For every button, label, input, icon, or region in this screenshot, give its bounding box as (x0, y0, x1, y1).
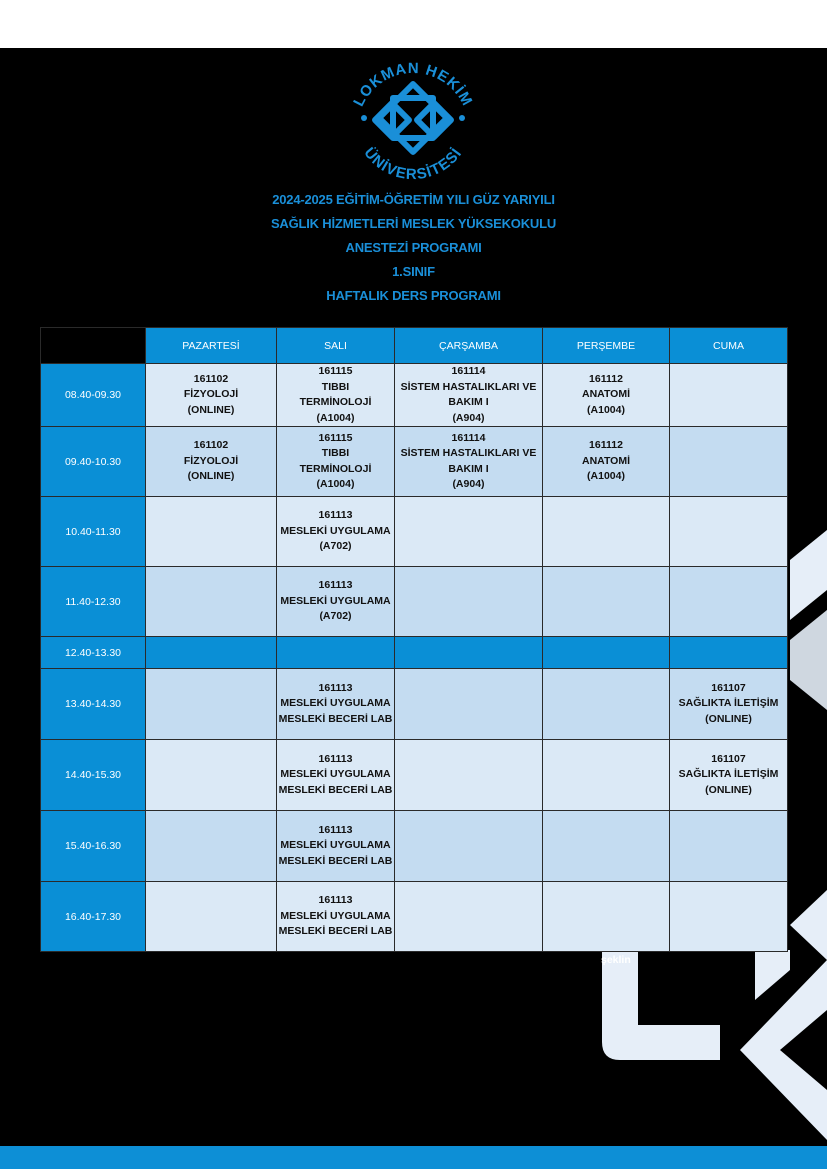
course-cell-monday (146, 567, 277, 637)
course-code: 161112 (589, 372, 623, 385)
schedule-row (41, 882, 788, 952)
course-cell-monday (146, 740, 277, 811)
course-detail-line: (A1004) (587, 470, 625, 483)
course-cell-wednesday (395, 740, 543, 811)
course-detail-line: BAKIM I (448, 462, 489, 475)
course-code: 161112 (589, 439, 623, 452)
course-cell-friday (670, 882, 788, 952)
course-cell-friday (670, 740, 788, 811)
heading-line-school: SAĞLIK HİZMETLERİ MESLEK YÜKSEKOKULU (270, 216, 557, 231)
schedule-row (41, 811, 788, 882)
schedule-row (41, 364, 788, 427)
course-cell-wednesday (395, 567, 543, 637)
course-cell-tuesday (277, 497, 395, 567)
course-detail-line: (A702) (319, 540, 352, 553)
course-cell-tuesday (277, 669, 395, 740)
day-header-tuesday: SALI (277, 328, 395, 364)
course-cell-friday (670, 427, 788, 497)
time-slot-cell: 09.40-10.30 (41, 427, 146, 497)
course-cell-friday (670, 497, 788, 567)
time-slot-cell: 15.40-16.30 (41, 811, 146, 882)
course-code: 161107 (711, 752, 746, 765)
course-code: 161115 (318, 431, 353, 444)
schedule-row (41, 669, 788, 740)
course-detail-line: TERMİNOLOJİ (299, 462, 372, 475)
day-header-wednesday: ÇARŞAMBA (395, 328, 543, 364)
logo-text-top: LOKMAN HEKİM (350, 59, 476, 110)
university-logo (336, 50, 490, 190)
course-detail-line: MESLEKİ UYGULAMA (280, 909, 391, 922)
course-detail-line: (A904) (452, 411, 485, 424)
course-cell-friday (670, 669, 788, 740)
course-detail-line: (ONLINE) (705, 783, 752, 796)
course-code: 161107 (711, 681, 746, 694)
course-cell-tuesday (277, 427, 395, 497)
course-cell-monday (146, 637, 277, 669)
course-code: 161113 (318, 509, 353, 522)
course-code: 161115 (318, 365, 353, 377)
course-detail-line: MESLEKİ UYGULAMA (280, 839, 391, 852)
course-detail-line: FİZYOLOJİ (183, 454, 239, 467)
course-code: 161113 (318, 752, 353, 765)
time-slot-cell: 13.40-14.30 (41, 669, 146, 740)
time-slot-cell: 08.40-09.30 (41, 364, 146, 427)
course-detail-line: MESLEKİ UYGULAMA (280, 697, 391, 710)
course-cell-tuesday (277, 811, 395, 882)
course-code: 161102 (193, 439, 229, 452)
course-code: 161113 (318, 823, 353, 836)
course-detail-line: SAĞLIKTA İLETİŞİM (678, 768, 779, 781)
course-code: 161113 (318, 681, 353, 694)
course-detail-line: MESLEKİ UYGULAMA (280, 524, 391, 537)
heading-line-program: ANESTEZİ PROGRAMI (345, 240, 482, 255)
course-detail-line: (ONLINE) (705, 712, 752, 725)
course-code: 161114 (451, 431, 486, 444)
course-cell-thursday (543, 669, 670, 740)
course-detail-line: (A904) (452, 478, 485, 490)
course-detail-line: MESLEKİ UYGULAMA (280, 768, 391, 781)
course-cell-friday (670, 567, 788, 637)
course-detail-line: (A1004) (316, 478, 355, 490)
course-code: 161114 (451, 365, 486, 377)
course-detail-line: ANATOMİ (581, 388, 631, 401)
course-cell-wednesday (395, 497, 543, 567)
course-detail-line: SİSTEM HASTALIKLARI VE (400, 447, 537, 459)
course-cell-monday (146, 811, 277, 882)
course-detail-line: (A702) (319, 610, 352, 623)
course-cell-thursday (543, 364, 670, 427)
course-detail-line: TIBBI (321, 447, 350, 459)
course-detail-line: FİZYOLOJİ (183, 388, 239, 401)
course-detail-line: MESLEKİ BECERİ LAB (278, 712, 393, 725)
course-cell-thursday (543, 882, 670, 952)
course-detail-line: BAKIM I (448, 396, 489, 408)
course-cell-tuesday (277, 567, 395, 637)
course-cell-friday (670, 811, 788, 882)
course-cell-wednesday (395, 669, 543, 740)
course-detail-line: (ONLINE) (187, 403, 235, 416)
course-cell-monday (146, 427, 277, 497)
heading-line-academic-year: 2024-2025 EĞİTİM-ÖĞRETİM YILI GÜZ YARIYILI (272, 192, 555, 207)
schedule-header-row (41, 328, 788, 364)
course-cell-tuesday (277, 637, 395, 669)
day-header-friday: CUMA (670, 328, 788, 364)
day-header-monday: PAZARTESİ (146, 328, 277, 364)
course-cell-tuesday (277, 882, 395, 952)
course-cell-wednesday (395, 427, 543, 497)
course-cell-friday (670, 637, 788, 669)
course-detail-line: MESLEKİ UYGULAMA (280, 594, 391, 607)
course-detail-line: MESLEKİ BECERİ LAB (278, 854, 393, 867)
top-white-band (0, 0, 827, 48)
course-detail-line: SİSTEM HASTALIKLARI VE (400, 380, 537, 393)
time-slot-cell: 10.40-11.30 (41, 497, 146, 567)
course-cell-friday (670, 364, 788, 427)
course-cell-tuesday (277, 364, 395, 427)
heading-line-title: HAFTALIK DERS PROGRAMI (326, 288, 501, 303)
course-cell-tuesday (277, 740, 395, 811)
weekly-schedule-table (40, 327, 788, 952)
time-slot-cell: 16.40-17.30 (41, 882, 146, 952)
course-cell-thursday (543, 637, 670, 669)
day-header-thursday: PERŞEMBE (543, 328, 670, 364)
course-cell-monday (146, 882, 277, 952)
course-cell-monday (146, 364, 277, 427)
heading-line-class: 1.SINIF (392, 264, 435, 279)
course-cell-thursday (543, 740, 670, 811)
course-detail-line: MESLEKİ BECERİ LAB (278, 783, 393, 796)
footnote-text: şeklin (601, 954, 631, 966)
course-cell-monday (146, 669, 277, 740)
logo-text-bottom: ÜNİVERSİTESİ (360, 144, 466, 184)
course-cell-thursday (543, 427, 670, 497)
course-detail-line: MESLEKİ BECERİ LAB (278, 925, 393, 938)
course-cell-wednesday (395, 364, 543, 427)
time-slot-cell: 14.40-15.30 (41, 740, 146, 811)
course-detail-line: ANATOMİ (581, 454, 631, 467)
time-slot-cell: 11.40-12.30 (41, 567, 146, 637)
course-code: 161113 (318, 579, 353, 592)
course-detail-line: TIBBI (321, 380, 350, 393)
course-cell-monday (146, 497, 277, 567)
course-detail-line: TERMİNOLOJİ (299, 396, 372, 408)
course-cell-wednesday (395, 811, 543, 882)
time-slot-cell: 12.40-13.30 (41, 637, 146, 669)
bottom-blue-band (0, 1146, 827, 1169)
document-heading (0, 188, 827, 308)
course-cell-wednesday (395, 637, 543, 669)
course-code: 161102 (193, 372, 229, 385)
course-cell-thursday (543, 567, 670, 637)
course-detail-line: (ONLINE) (187, 470, 235, 483)
schedule-row (41, 637, 788, 669)
course-code: 161113 (318, 894, 353, 907)
schedule-row (41, 427, 788, 497)
schedule-row (41, 740, 788, 811)
header-corner-cell (41, 328, 146, 364)
course-cell-thursday (543, 497, 670, 567)
course-detail-line: (A1004) (587, 403, 625, 416)
schedule-row (41, 567, 788, 637)
schedule-row (41, 497, 788, 567)
course-detail-line: SAĞLIKTA İLETİŞİM (678, 697, 779, 710)
course-cell-thursday (543, 811, 670, 882)
course-detail-line: (A1004) (316, 411, 355, 424)
course-cell-wednesday (395, 882, 543, 952)
